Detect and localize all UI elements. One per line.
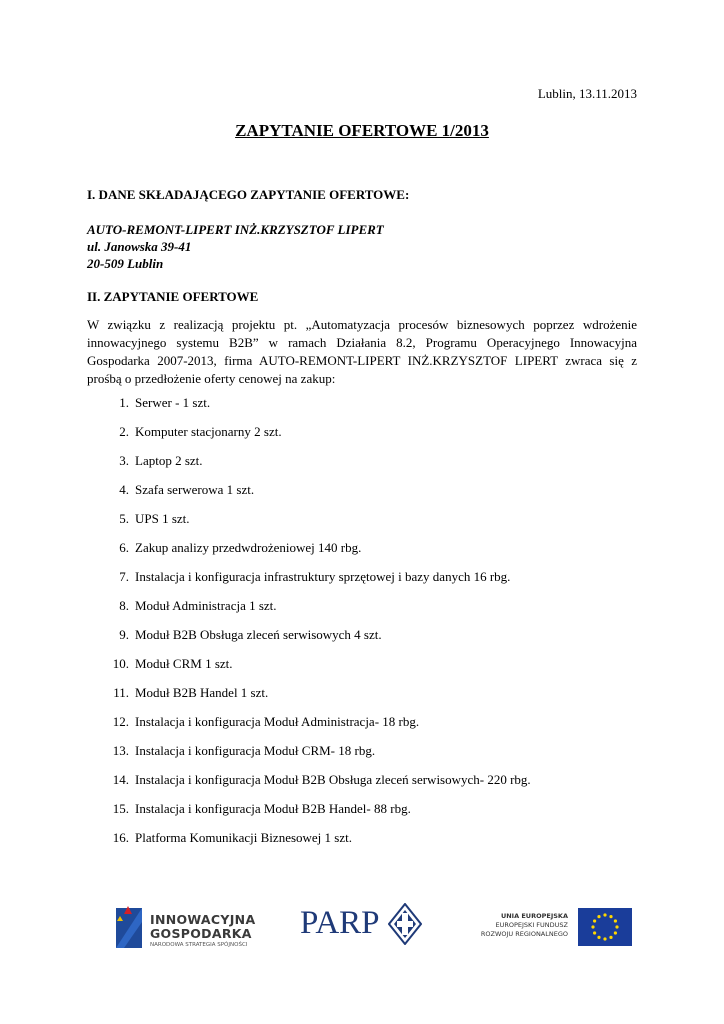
parp-logo-text: PARP bbox=[300, 905, 380, 941]
list-item-text: Instalacja i konfiguracja Moduł CRM- 18 rbg. bbox=[135, 743, 376, 758]
list-item-text: Instalacja i konfiguracja Moduł B2B Handel- 88 rbg. bbox=[135, 801, 411, 816]
list-item bbox=[87, 569, 637, 598]
eu-logo-line1: UNIA EUROPEJSKA bbox=[500, 912, 568, 920]
list-item-number: 11. bbox=[113, 685, 129, 700]
ig-emblem-icon bbox=[112, 902, 148, 952]
list-item bbox=[87, 743, 637, 772]
list-item-number: 7. bbox=[119, 569, 129, 584]
list-item bbox=[87, 395, 637, 424]
list-item bbox=[87, 772, 637, 801]
list-item-text: Serwer - 1 szt. bbox=[135, 395, 211, 410]
list-item-number: 5. bbox=[119, 511, 129, 526]
list-item bbox=[87, 801, 637, 830]
list-item-text: Moduł Administracja 1 szt. bbox=[135, 598, 277, 613]
list-item bbox=[87, 685, 637, 714]
list-item-number: 14. bbox=[112, 772, 129, 787]
list-item bbox=[87, 453, 637, 482]
eu-flag-icon bbox=[578, 908, 632, 946]
list-item-number: 3. bbox=[119, 453, 129, 468]
list-item-text: Instalacja i konfiguracja Moduł B2B Obsługa zleceń serwisowych- 220 rbg. bbox=[135, 772, 531, 787]
list-item bbox=[87, 830, 637, 859]
list-item-number: 2. bbox=[119, 424, 129, 439]
company-street: ul. Janowska 39-41 bbox=[87, 239, 192, 254]
company-name: AUTO-REMONT-LIPERT INŻ.KRZYSZTOF LIPERT bbox=[87, 222, 384, 237]
list-item-number: 9. bbox=[119, 627, 129, 642]
eu-logo-line3: ROZWOJU REGIONALNEGO bbox=[480, 930, 568, 938]
ig-logo-line2: GOSPODARKA bbox=[150, 926, 252, 941]
list-item-text: UPS 1 szt. bbox=[135, 511, 190, 526]
list-item-number: 10. bbox=[112, 656, 129, 671]
list-item-number: 12. bbox=[112, 714, 129, 729]
eu-logo bbox=[473, 908, 633, 948]
parp-logo bbox=[300, 903, 422, 947]
list-item-number: 16. bbox=[112, 830, 129, 845]
list-item bbox=[87, 540, 637, 569]
eu-logo-line2: EUROPEJSKI FUNDUSZ bbox=[495, 921, 568, 929]
list-item bbox=[87, 511, 637, 540]
company-city: 20-509 Lublin bbox=[87, 256, 164, 271]
section-2-heading: II. ZAPYTANIE OFERTOWE bbox=[87, 289, 259, 304]
list-item-text: Moduł B2B Handel 1 szt. bbox=[135, 685, 269, 700]
list-item bbox=[87, 424, 637, 453]
company-address bbox=[87, 221, 384, 272]
list-item-number: 4. bbox=[119, 482, 129, 497]
list-item-text: Instalacja i konfiguracja Moduł Administracja- 18 rbg. bbox=[135, 714, 420, 729]
list-item-number: 1. bbox=[119, 395, 129, 410]
ig-logo-line3: NARODOWA STRATEGIA SPÓJNOŚCI bbox=[150, 942, 248, 948]
list-item-text: Moduł CRM 1 szt. bbox=[135, 656, 233, 671]
list-item-number: 13. bbox=[112, 743, 129, 758]
innowacyjna-gospodarka-logo bbox=[112, 902, 272, 952]
list-item-number: 8. bbox=[119, 598, 129, 613]
list-item-number: 6. bbox=[119, 540, 129, 555]
list-item bbox=[87, 598, 637, 627]
list-item-text: Laptop 2 szt. bbox=[135, 453, 203, 468]
document-date: Lublin, 13.11.2013 bbox=[537, 86, 637, 101]
request-paragraph: W związku z realizacją projektu pt. „Automatyzacja procesów biznesowych poprzez wdrożenie innowacyjnego systemu B2B” w ramach Działania 8.2, Programu Operacyjnego Innowacyjna Gospodarka 2007-2013, firma AUTO-REMONT-LIPERT INŻ.KRZYSZTOF LIPERT zwraca się z prośbą o przedłożenie oferty cenowej na zakup: bbox=[87, 317, 637, 386]
ig-logo-line1: INNOWACYJNA bbox=[150, 912, 256, 927]
list-item bbox=[87, 714, 637, 743]
parp-emblem-icon bbox=[388, 903, 422, 945]
list-item-text: Platforma Komunikacji Biznesowej 1 szt. bbox=[135, 830, 352, 845]
list-item-number: 15. bbox=[112, 801, 129, 816]
list-item-text: Komputer stacjonarny 2 szt. bbox=[135, 424, 282, 439]
section-1-heading: I. DANE SKŁADAJĄCEGO ZAPYTANIE OFERTOWE: bbox=[87, 187, 410, 202]
list-item-text: Zakup analizy przedwdrożeniowej 140 rbg. bbox=[135, 540, 362, 555]
list-item bbox=[87, 627, 637, 656]
items-list bbox=[87, 395, 637, 859]
list-item-text: Szafa serwerowa 1 szt. bbox=[135, 482, 255, 497]
document-title: ZAPYTANIE OFERTOWE 1/2013 bbox=[235, 121, 489, 140]
eu-logo-text bbox=[473, 912, 568, 939]
list-item-text: Moduł B2B Obsługa zleceń serwisowych 4 szt. bbox=[135, 627, 382, 642]
list-item bbox=[87, 482, 637, 511]
list-item-text: Instalacja i konfiguracja infrastruktury sprzętowej i bazy danych 16 rbg. bbox=[135, 569, 511, 584]
list-item bbox=[87, 656, 637, 685]
